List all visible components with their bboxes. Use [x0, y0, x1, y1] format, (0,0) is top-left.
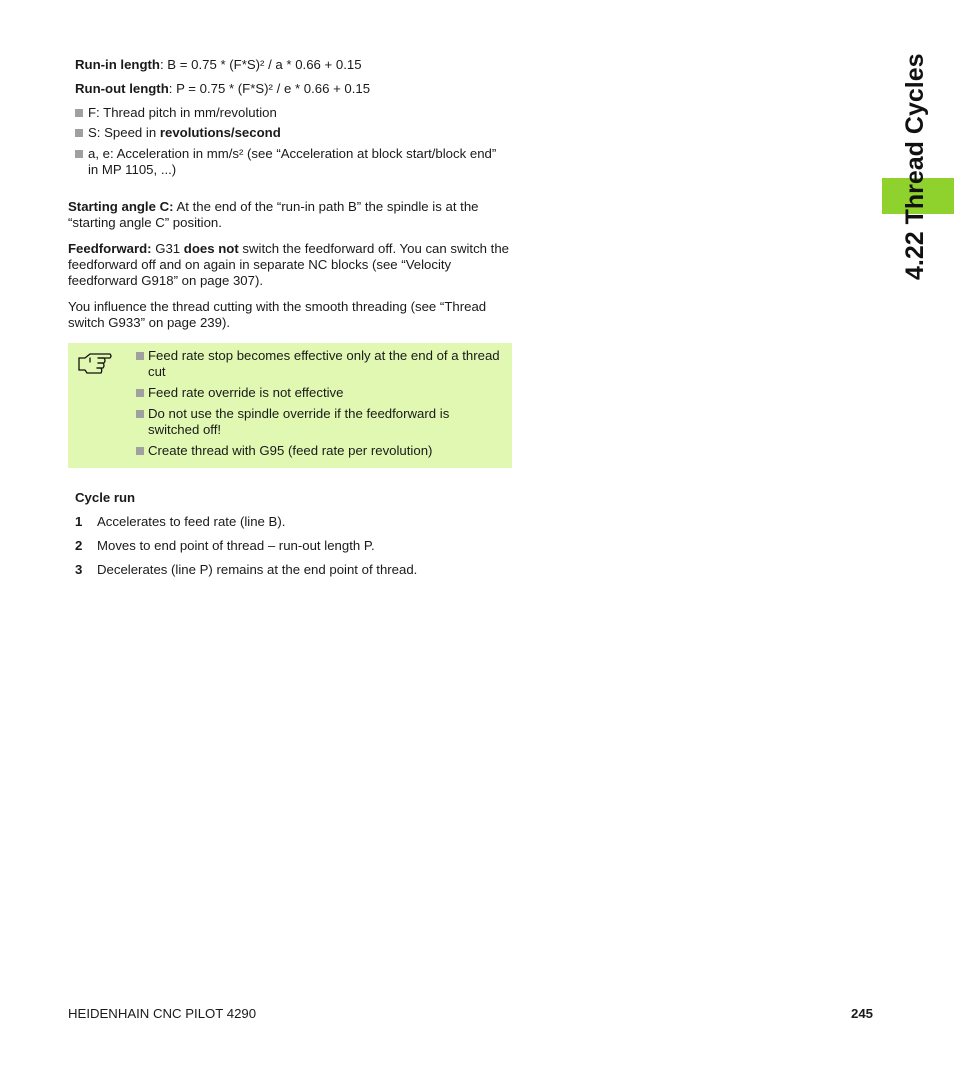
note-box: Feed rate stop becomes effective only at the end of a thread cut Feed rate override is not effective Do not use the spindle override if the feedforward is switched off! Create thread with G95 (feed rate per revolution) [68, 343, 512, 468]
run-in-formula [75, 57, 362, 73]
run-in-text: : B = 0.75 * (F*S)² / a * 0.66 + 0.15 [159, 57, 362, 72]
run-out-label: Run-out length [75, 81, 169, 96]
influence-paragraph: You influence the thread cutting with the smooth threading (see “Thread switch G933” on page 239). [68, 299, 487, 330]
step-item: 3 Decelerates (line P) remains at the end point of thread. [75, 562, 418, 577]
step-item: 1 Accelerates to feed rate (line B). [75, 514, 286, 529]
run-out-formula [75, 81, 370, 97]
chapter-title: 4.22 Thread Cycles [901, 53, 929, 280]
feedforward-label: Feedforward: [68, 241, 152, 256]
feedforward-paragraph: Feedforward: G31 does not switch the feedforward off. You can switch the feedforward off and on again in separate NC blocks (see “Velocity feedforward G918” on page 307). [68, 241, 510, 288]
cycle-run-heading: Cycle run [75, 490, 136, 505]
starting-angle-label: Starting angle C: [68, 199, 174, 214]
bullet-text: S: Speed in revolutions/second [88, 125, 281, 140]
bullet-square-icon [75, 109, 83, 117]
run-out-text: : P = 0.75 * (F*S)² / e * 0.66 + 0.15 [168, 81, 371, 96]
starting-angle-paragraph: Starting angle C: At the end of the “run-in path B” the spindle is at the “starting angle C” position. [68, 199, 479, 230]
bullet-text: F: Thread pitch in mm/revolution [88, 105, 277, 120]
footer-manual-name: HEIDENHAIN CNC PILOT 4290 [68, 1006, 257, 1021]
bullet-item [75, 125, 515, 141]
step-item: 2 Moves to end point of thread – run-out length P. [75, 538, 375, 553]
bullet-square-icon [75, 150, 83, 158]
bullet-item [75, 146, 515, 178]
bullet-square-icon [75, 129, 83, 137]
run-in-label: Run-in length [75, 57, 160, 72]
page-number: 245 [850, 1006, 873, 1021]
pointing-hand-icon [78, 351, 112, 375]
bullet-text: a, e: Acceleration in mm/s² (see “Acceleration at block start/block end” in MP 1105, ...) [88, 146, 497, 177]
bullet-item [75, 105, 515, 121]
